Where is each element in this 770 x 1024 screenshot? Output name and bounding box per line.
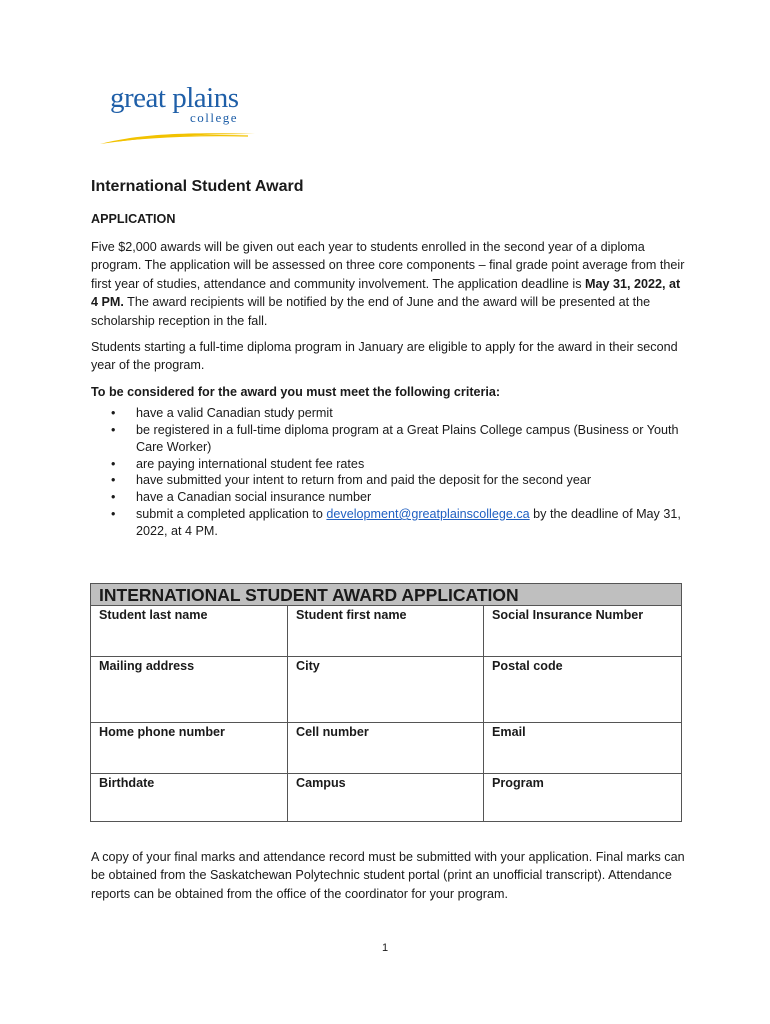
bullet-icon: • (111, 406, 116, 421)
home-phone-field[interactable]: Home phone number (99, 725, 225, 739)
college-logo (98, 84, 258, 150)
bullet-icon: • (111, 507, 116, 522)
criterion-text: are paying international student fee rates (136, 456, 365, 471)
january-note: Students starting a full-time diploma program in January are eligible to apply for the award in their second year of the program. (91, 340, 678, 373)
footer-text: A copy of your final marks and attendance record must be submitted with your application. Final marks can be obtained from the Saskatchewan Polytechnic student portal (print an unofficial transcript). Attendance reports can be obtained from the office of the coordinator for your program. (91, 850, 685, 901)
sin-field[interactable]: Social Insurance Number (483, 606, 681, 656)
list-item (91, 422, 685, 456)
criterion-text: have a Canadian social insurance number (136, 490, 372, 505)
page-title: International Student Award (91, 178, 304, 195)
postal-code-field[interactable]: Postal code (483, 657, 681, 722)
table-row (91, 774, 681, 821)
criterion-text: be registered in a full-time diploma program at a Great Plains College campus (Business or Youth Care Worker) (136, 423, 679, 454)
list-item (91, 472, 685, 489)
list-item (91, 506, 685, 540)
email-link[interactable]: development@greatplainscollege.ca (326, 507, 530, 522)
logo-swoosh-icon (98, 122, 258, 148)
intro-deadline: May 31, 2022, at 4 PM. (91, 276, 681, 310)
cell-number-field[interactable]: Cell number (287, 723, 483, 773)
logo-wordmark: great plains (110, 82, 239, 114)
bullet-icon: • (111, 456, 116, 471)
city-field[interactable]: City (287, 657, 483, 722)
mailing-address-field[interactable]: Mailing address (99, 659, 195, 673)
application-form (90, 583, 682, 822)
list-item (91, 489, 685, 506)
page-number: 1 (381, 942, 389, 954)
criterion-text-after: by the deadline of May 31, 2022, at 4 PM. (136, 507, 681, 538)
birthdate-field[interactable]: Birthdate (99, 776, 155, 790)
table-row (91, 723, 681, 774)
list-item (91, 456, 685, 473)
application-heading: APPLICATION (91, 212, 176, 226)
student-last-name-field[interactable]: Student last name (99, 608, 208, 622)
bullet-icon: • (111, 490, 116, 505)
footer (91, 848, 685, 903)
intro-text-1: Five $2,000 awards will be given out each year to students enrolled in the second year of a diploma program. The application will be assessed on three core components – final grade point average from their first year of studies, attendance and community involvement. The application deadline is (91, 240, 685, 291)
campus-field[interactable]: Campus (287, 774, 483, 821)
list-item (91, 405, 685, 422)
student-first-name-field[interactable]: Student first name (287, 606, 483, 656)
table-row (91, 606, 681, 657)
bullet-icon: • (111, 423, 116, 438)
bullet-icon: • (111, 473, 116, 488)
email-field[interactable]: Email (483, 723, 681, 773)
criteria-heading: To be considered for the award you must meet the following criteria: (91, 384, 501, 399)
criteria-list (91, 405, 685, 539)
program-field[interactable]: Program (483, 774, 681, 821)
criterion-text: have a valid Canadian study permit (136, 406, 333, 421)
intro-paragraph (91, 238, 685, 330)
main-content (91, 176, 685, 540)
logo-subtitle: college (190, 110, 239, 125)
intro-text-2: The award recipients will be notified by the end of June and the award will be presented at the scholarship reception in the fall. (91, 295, 651, 328)
criterion-text: have submitted your intent to return from and paid the deposit for the second year (136, 473, 592, 488)
criterion-text-before: submit a completed application to (136, 507, 327, 522)
form-title: INTERNATIONAL STUDENT AWARD APPLICATION (91, 584, 681, 606)
table-row (91, 657, 681, 723)
